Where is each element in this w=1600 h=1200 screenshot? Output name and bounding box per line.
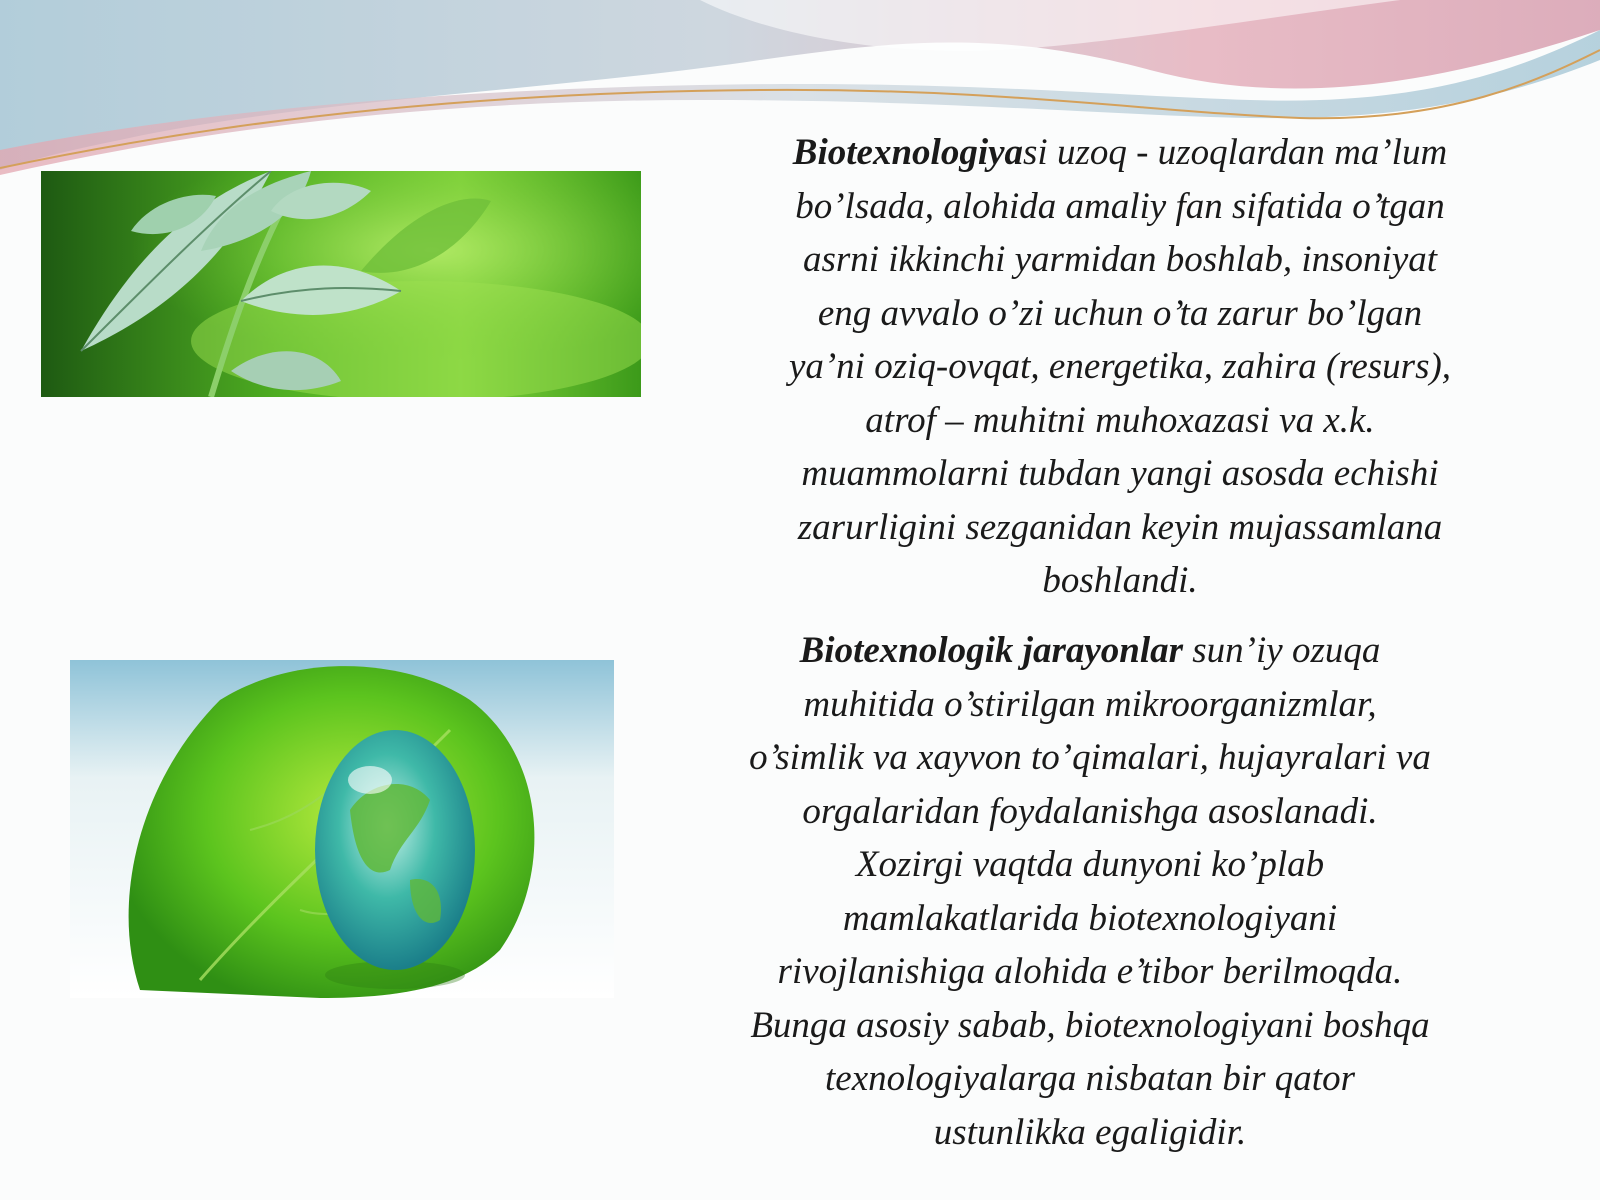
water-drop-globe-photo: [70, 660, 614, 998]
bold-term-biotexnologiya: Biotexnologiya: [792, 132, 1024, 173]
paragraph-1-text: si uzoq - uzoqlardan ma’lum bo’lsada, alohida amaliy fan sifatida o’tgan asrni ikkinchi yarmidan boshlab, insoniyat eng avvalo o’zi uchun o’ta zarur bo’lgan ya’ni oziq-ovqat, energetika, zahira (resurs), atrof – muhitni muhoxazasi va x.k. muammolarni tubdan yangi asosda echishi zarurligini sezganidan keyin mujassamlana boshlandi.: [788, 132, 1452, 601]
bold-term-biotexnologik-jarayonlar: Biotexnologik jarayonlar: [799, 630, 1184, 671]
paragraph-2-text: sun’iy ozuqa muhitida o’stirilgan mikroorganizmlar, o’simlik va xayvon to’qimalari, hujayralari va orgalaridan foydalanishga asoslanadi. Xozirgi vaqtda dunyoni ko’plab mamlakatlarida biotexnologiyani rivojlanishiga alohida e’tibor berilmoqda. Bunga asosiy sabab, biotexnologiyani boshqa texnologiyalarga nisbatan bir qator ustunlikka egaligidir.: [749, 630, 1431, 1153]
paragraph-biotechnological-processes: [670, 624, 1510, 1159]
green-leaves-photo: [41, 171, 641, 397]
paragraph-biotechnology-history: [700, 126, 1540, 608]
